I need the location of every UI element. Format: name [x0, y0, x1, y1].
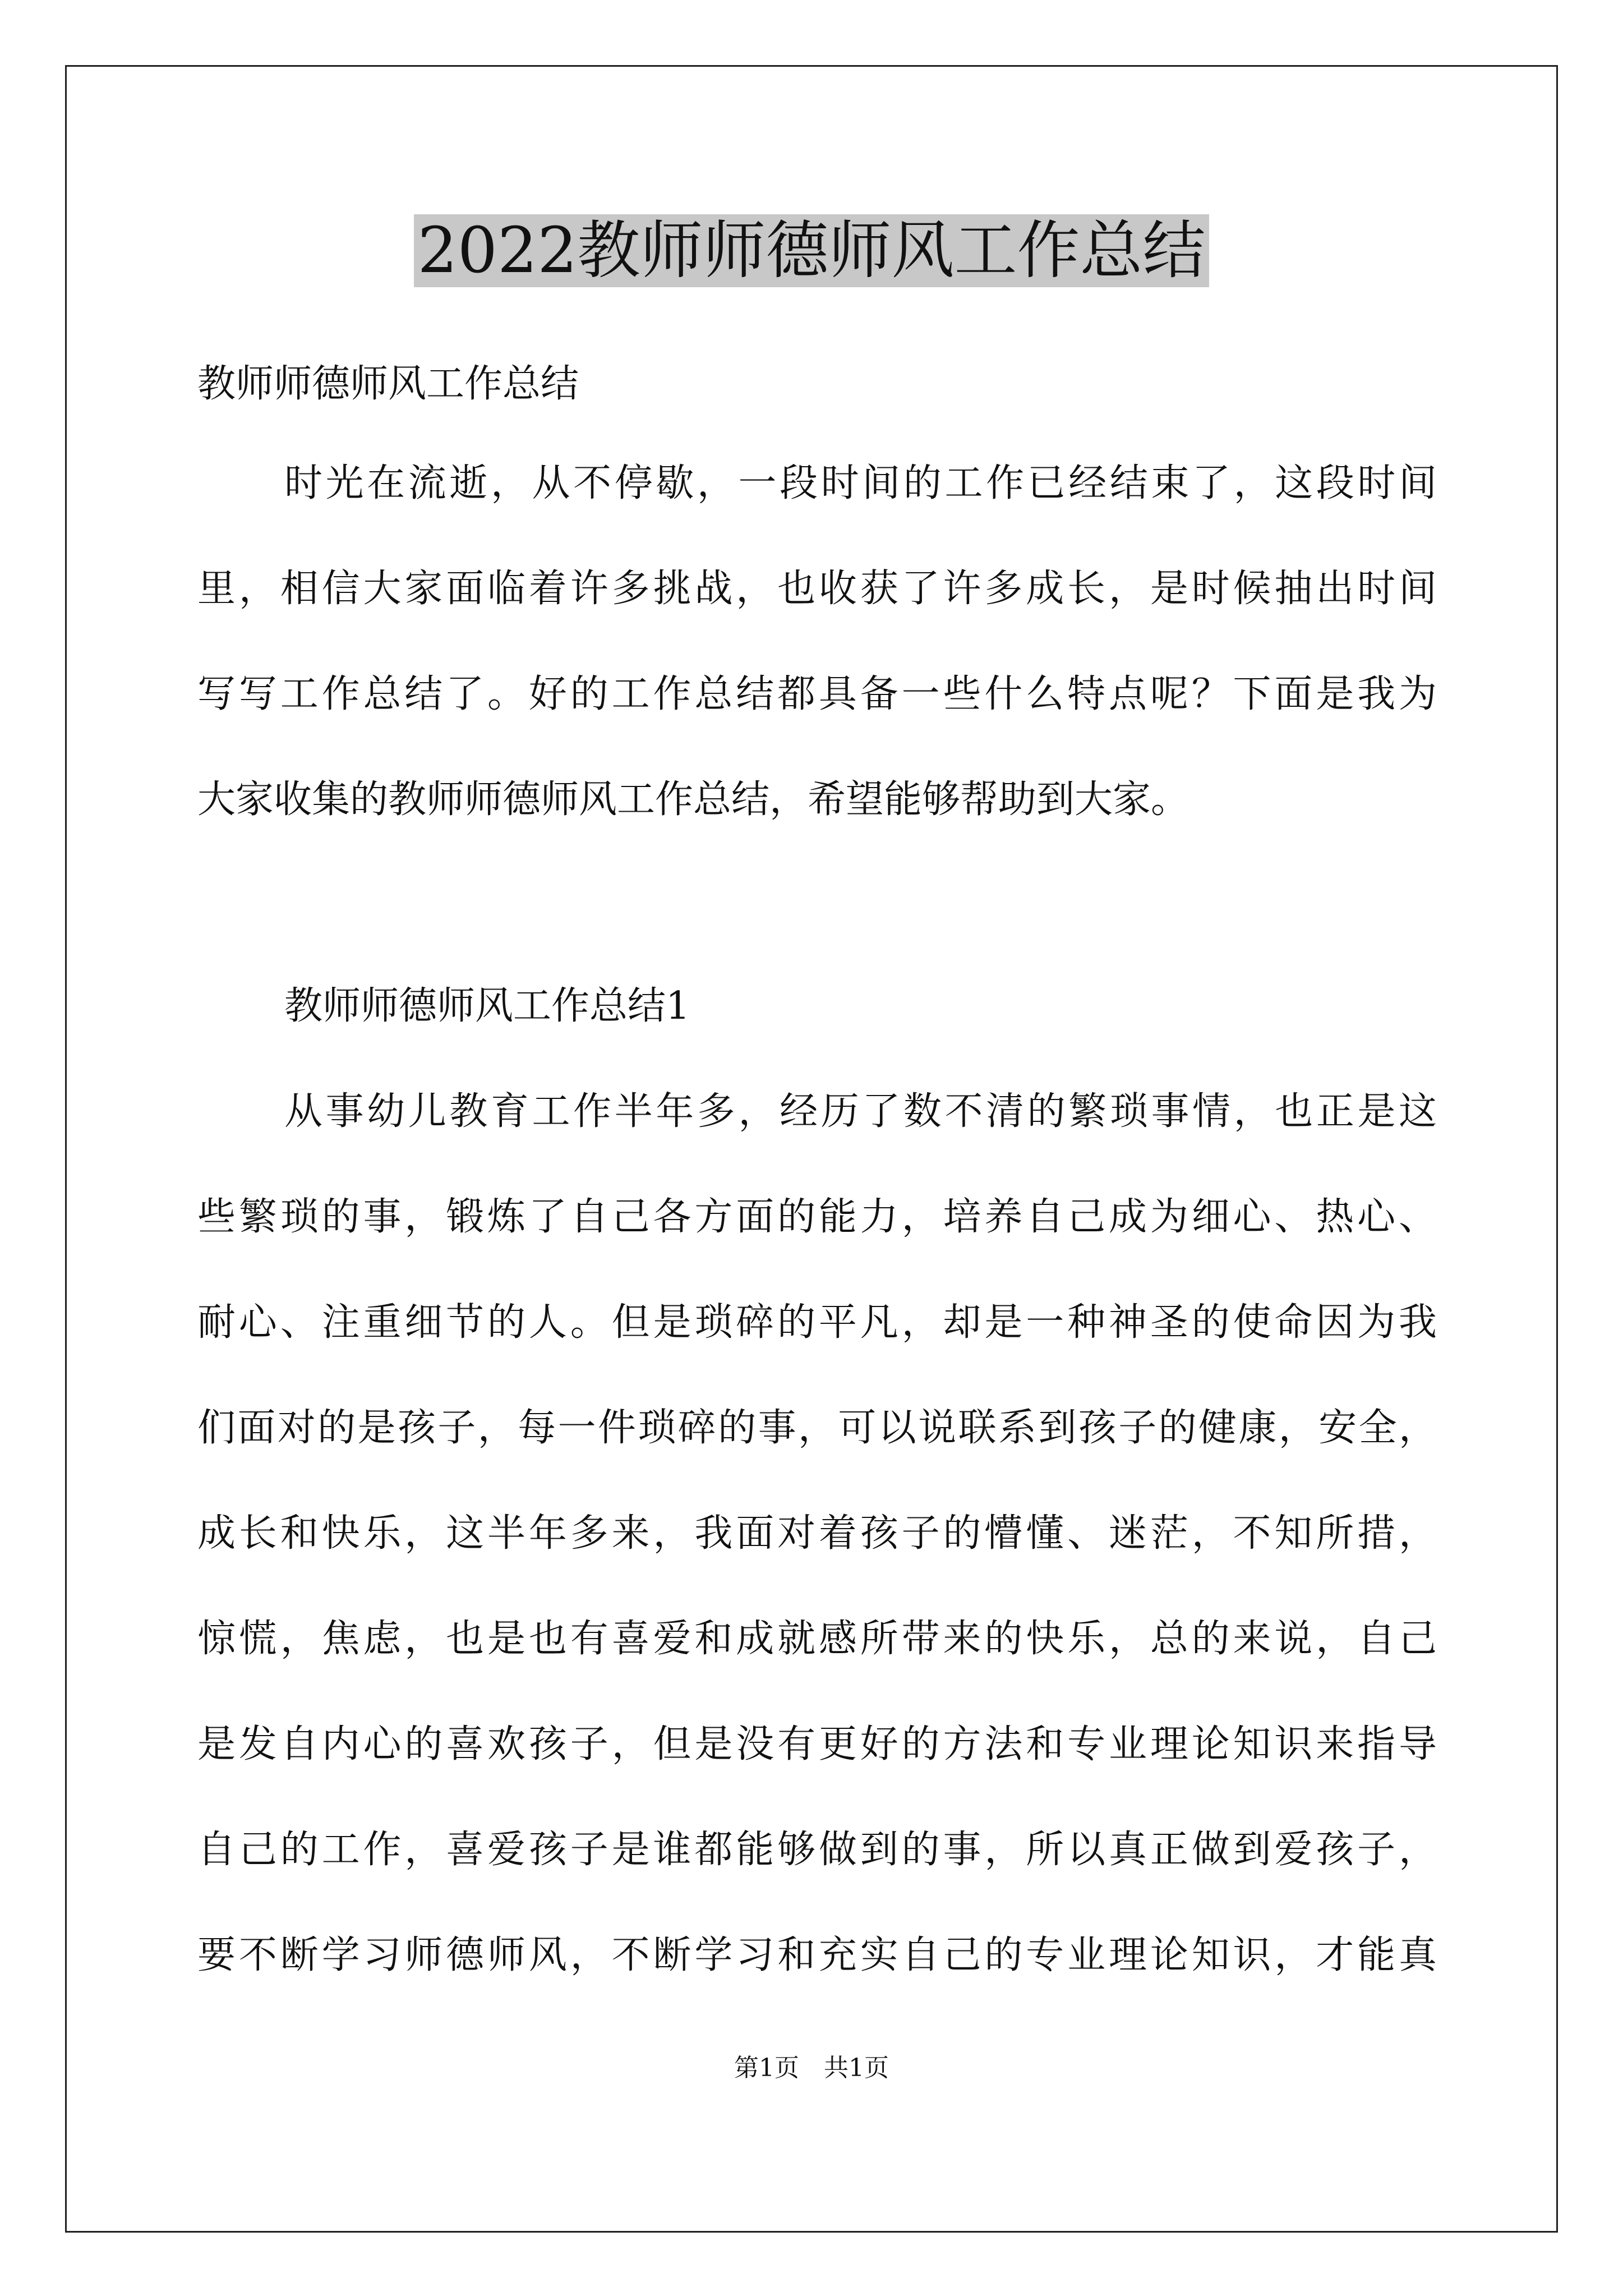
intro-line-4: 大家收集的教师师德师风工作总结，希望能够帮助到大家。: [197, 777, 1189, 822]
body-line-4: 们面对的是孩子，每一件琐碎的事，可以说联系到孩子的健康，安全，: [197, 1406, 1439, 1450]
body-line-2: 些繁琐的事，锻炼了自己各方面的能力，培养自己成为细心、热心、: [197, 1195, 1440, 1239]
document-subtitle: 教师师德师风工作总结: [197, 362, 579, 406]
intro-line-3: 写写工作总结了。好的工作总结都具备一些什么特点呢？下面是我为: [197, 672, 1440, 716]
intro-line-2: 里，相信大家面临着许多挑战，也收获了许多成长，是时候抽出时间: [197, 567, 1440, 611]
body-line-7: 是发自内心的喜欢孩子，但是没有更好的方法和专业理论知识来指导: [197, 1722, 1440, 1766]
body-line-8: 自己的工作，喜爱孩子是谁都能够做到的事，所以真正做到爱孩子，: [197, 1828, 1440, 1872]
intro-line-1: 时光在流逝，从不停歇，一段时间的工作已经结束了，这段时间: [284, 461, 1440, 505]
body-line-9: 要不断学习师德师风，不断学习和充实自己的专业理论知识，才能真: [197, 1933, 1440, 1977]
body-line-3: 耐心、注重细节的人。但是琐碎的平凡，却是一种神圣的使命因为我: [197, 1300, 1440, 1345]
body-line-5: 成长和快乐，这半年多来，我面对着孩子的懵懂、迷茫，不知所措，: [197, 1511, 1440, 1556]
document-title-text: 2022教师师德师风工作总结: [414, 214, 1209, 287]
section-heading: 教师师德师风工作总结1: [284, 984, 690, 1028]
document-page: [65, 65, 1558, 2233]
document-title: [67, 209, 1556, 293]
body-line-1: 从事幼儿教育工作半年多，经历了数不清的繁琐事情，也正是这: [284, 1089, 1440, 1134]
page-number: 第1页 共1页: [734, 2054, 889, 2082]
body-line-6: 惊慌，焦虑，也是也有喜爱和成就感所带来的快乐，总的来说，自己: [197, 1617, 1440, 1661]
